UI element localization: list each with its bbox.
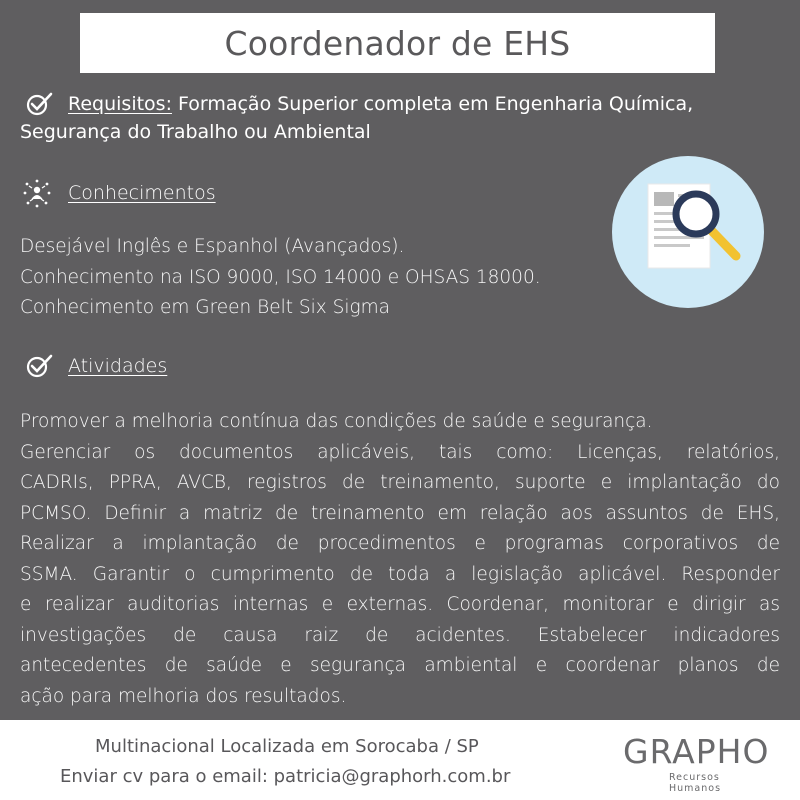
atividades-line: SSMA. Garantir o cumprimento de toda a legislação aplicável. Responder [20,563,780,585]
conhecimentos-line: Conhecimento na ISO 9000, ISO 14000 e OHSAS 18000. [20,266,541,288]
atividades-line: PCMSO. Definir a matriz de treinamento em relação aos assuntos de EHS, [20,502,780,524]
people-network-icon [22,178,52,208]
conhecimentos-text [20,232,541,324]
atividades-line: investigações de causa raiz de acidentes. Estabelecer indicadores [20,624,780,646]
footer-address: Multinacional Localizada em Sorocaba / SP [95,736,479,757]
logo-subtitle: Recursos Humanos [669,772,722,794]
requisitos-text: Formação Superior completa em Engenharia Química, [177,93,694,115]
conhecimentos-label: Conhecimentos [68,182,216,204]
atividades-label: Atividades [68,355,168,377]
atividades-line: antecedentes de saúde e segurança ambiental e coordenar planos de [20,655,780,676]
document-magnifier-icon [612,156,764,308]
logo-text: GRAPHO [623,732,770,771]
footer-email: Enviar cv para o email: patricia@graphorh.com.br [60,766,511,787]
atividades-heading [24,353,167,379]
requisitos-text-2: Segurança do Trabalho ou Ambiental [20,121,371,143]
footer [0,720,800,800]
atividades-text [20,407,780,712]
atividades-line: ação para melhoria dos resultados. [20,685,347,707]
conhecimentos-line: Conhecimento em Green Belt Six Sigma [20,297,390,318]
grapho-logo [623,732,773,794]
requisitos-line [24,91,693,117]
check-circle-icon [24,353,54,379]
atividades-line: Gerenciar os documentos aplicáveis, tais como: Licenças, relatórios, [20,441,780,463]
conhecimentos-line: Desejável Inglês e Espanhol (Avançados). [20,236,405,257]
requisitos-label: Requisitos: [68,93,172,115]
atividades-line: CADRIs, PPRA, AVCB, registros de treinamento, suporte e implantação do [20,472,780,493]
page-title: Coordenador de EHS [80,13,715,73]
check-circle-icon [24,91,54,117]
atividades-line: Realizar a implantação de procedimentos e programas corporativos de [20,533,780,554]
atividades-line: Promover a melhoria contínua das condições de saúde e segurança. [20,411,653,432]
conhecimentos-heading [22,178,216,208]
atividades-line: e realizar auditorias internas e externas. Coordenar, monitorar e dirigir as [20,594,780,615]
